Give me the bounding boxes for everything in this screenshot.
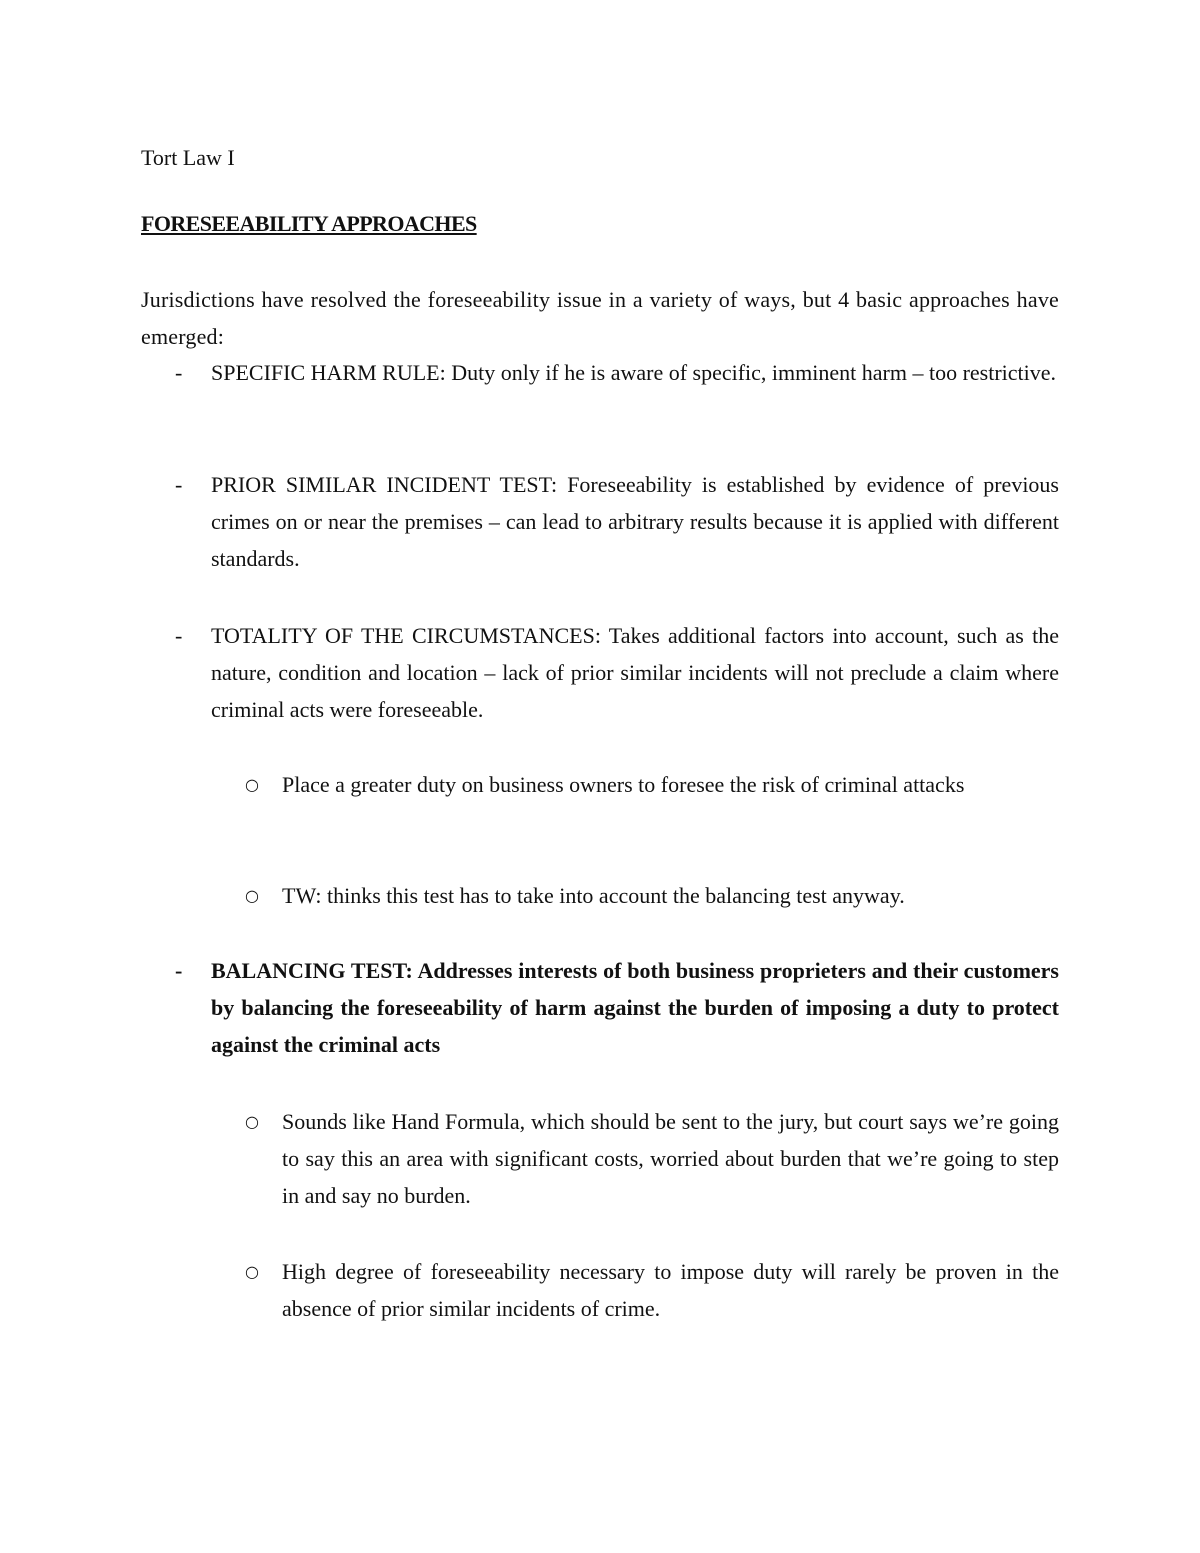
dash-bullet: - [175,472,183,497]
sub-item-tw-thinks [245,877,1059,914]
sub-item-text: High degree of foreseeability necessary to impose duty will rarely be proven in the absence of prior similar incidents of crime. [282,1259,1059,1321]
circle-bullet-icon: ○ [245,775,259,794]
list-item-text: BALANCING TEST: Addresses interests of both business proprieters and their customers by balancing the foreseeability of harm against the burden of imposing a duty to protect against the criminal acts [211,958,1059,1057]
list-item-text: TOTALITY OF THE CIRCUMSTANCES: Takes additional factors into account, such as the nature, condition and location – lack of prior similar incidents will not preclude a claim where criminal acts were foreseeable. [211,623,1059,722]
list-item-specific-harm [175,354,1059,391]
intro-paragraph: Jurisdictions have resolved the foreseeability issue in a variety of ways, but 4 basic approaches have emerged: [141,287,1059,349]
sub-item-high-degree [245,1253,1059,1327]
list-item-balancing-test [175,952,1059,1063]
list-item-text: SPECIFIC HARM RULE: Duty only if he is aware of specific, imminent harm – too restrictive. [211,360,1057,385]
sub-item-greater-duty [245,766,1059,803]
sub-item-text: TW: thinks this test has to take into account the balancing test anyway. [282,883,905,908]
dash-bullet: - [175,958,183,983]
list-item-totality [175,617,1059,728]
list-item-prior-similar [175,466,1059,577]
list-item-text: PRIOR SIMILAR INCIDENT TEST: Foreseeability is established by evidence of previous crimes on or near the premises – can lead to arbitrary results because it is applied with different standards. [211,472,1059,571]
page-title: FORESEEABILITY APPROACHES [141,211,477,236]
dash-bullet: - [175,360,183,385]
dash-bullet: - [175,623,183,648]
sub-item-text: Place a greater duty on business owners to foresee the risk of criminal attacks [282,772,965,797]
circle-bullet-icon: ○ [245,886,259,905]
course-header: Tort Law I [141,145,235,170]
circle-bullet-icon: ○ [245,1112,259,1131]
sub-item-hand-formula [245,1103,1059,1214]
circle-bullet-icon: ○ [245,1262,259,1281]
sub-item-text: Sounds like Hand Formula, which should be sent to the jury, but court says we’re going to say this an area with significant costs, worried about burden that we’re going to step in and say no burden. [282,1109,1059,1208]
